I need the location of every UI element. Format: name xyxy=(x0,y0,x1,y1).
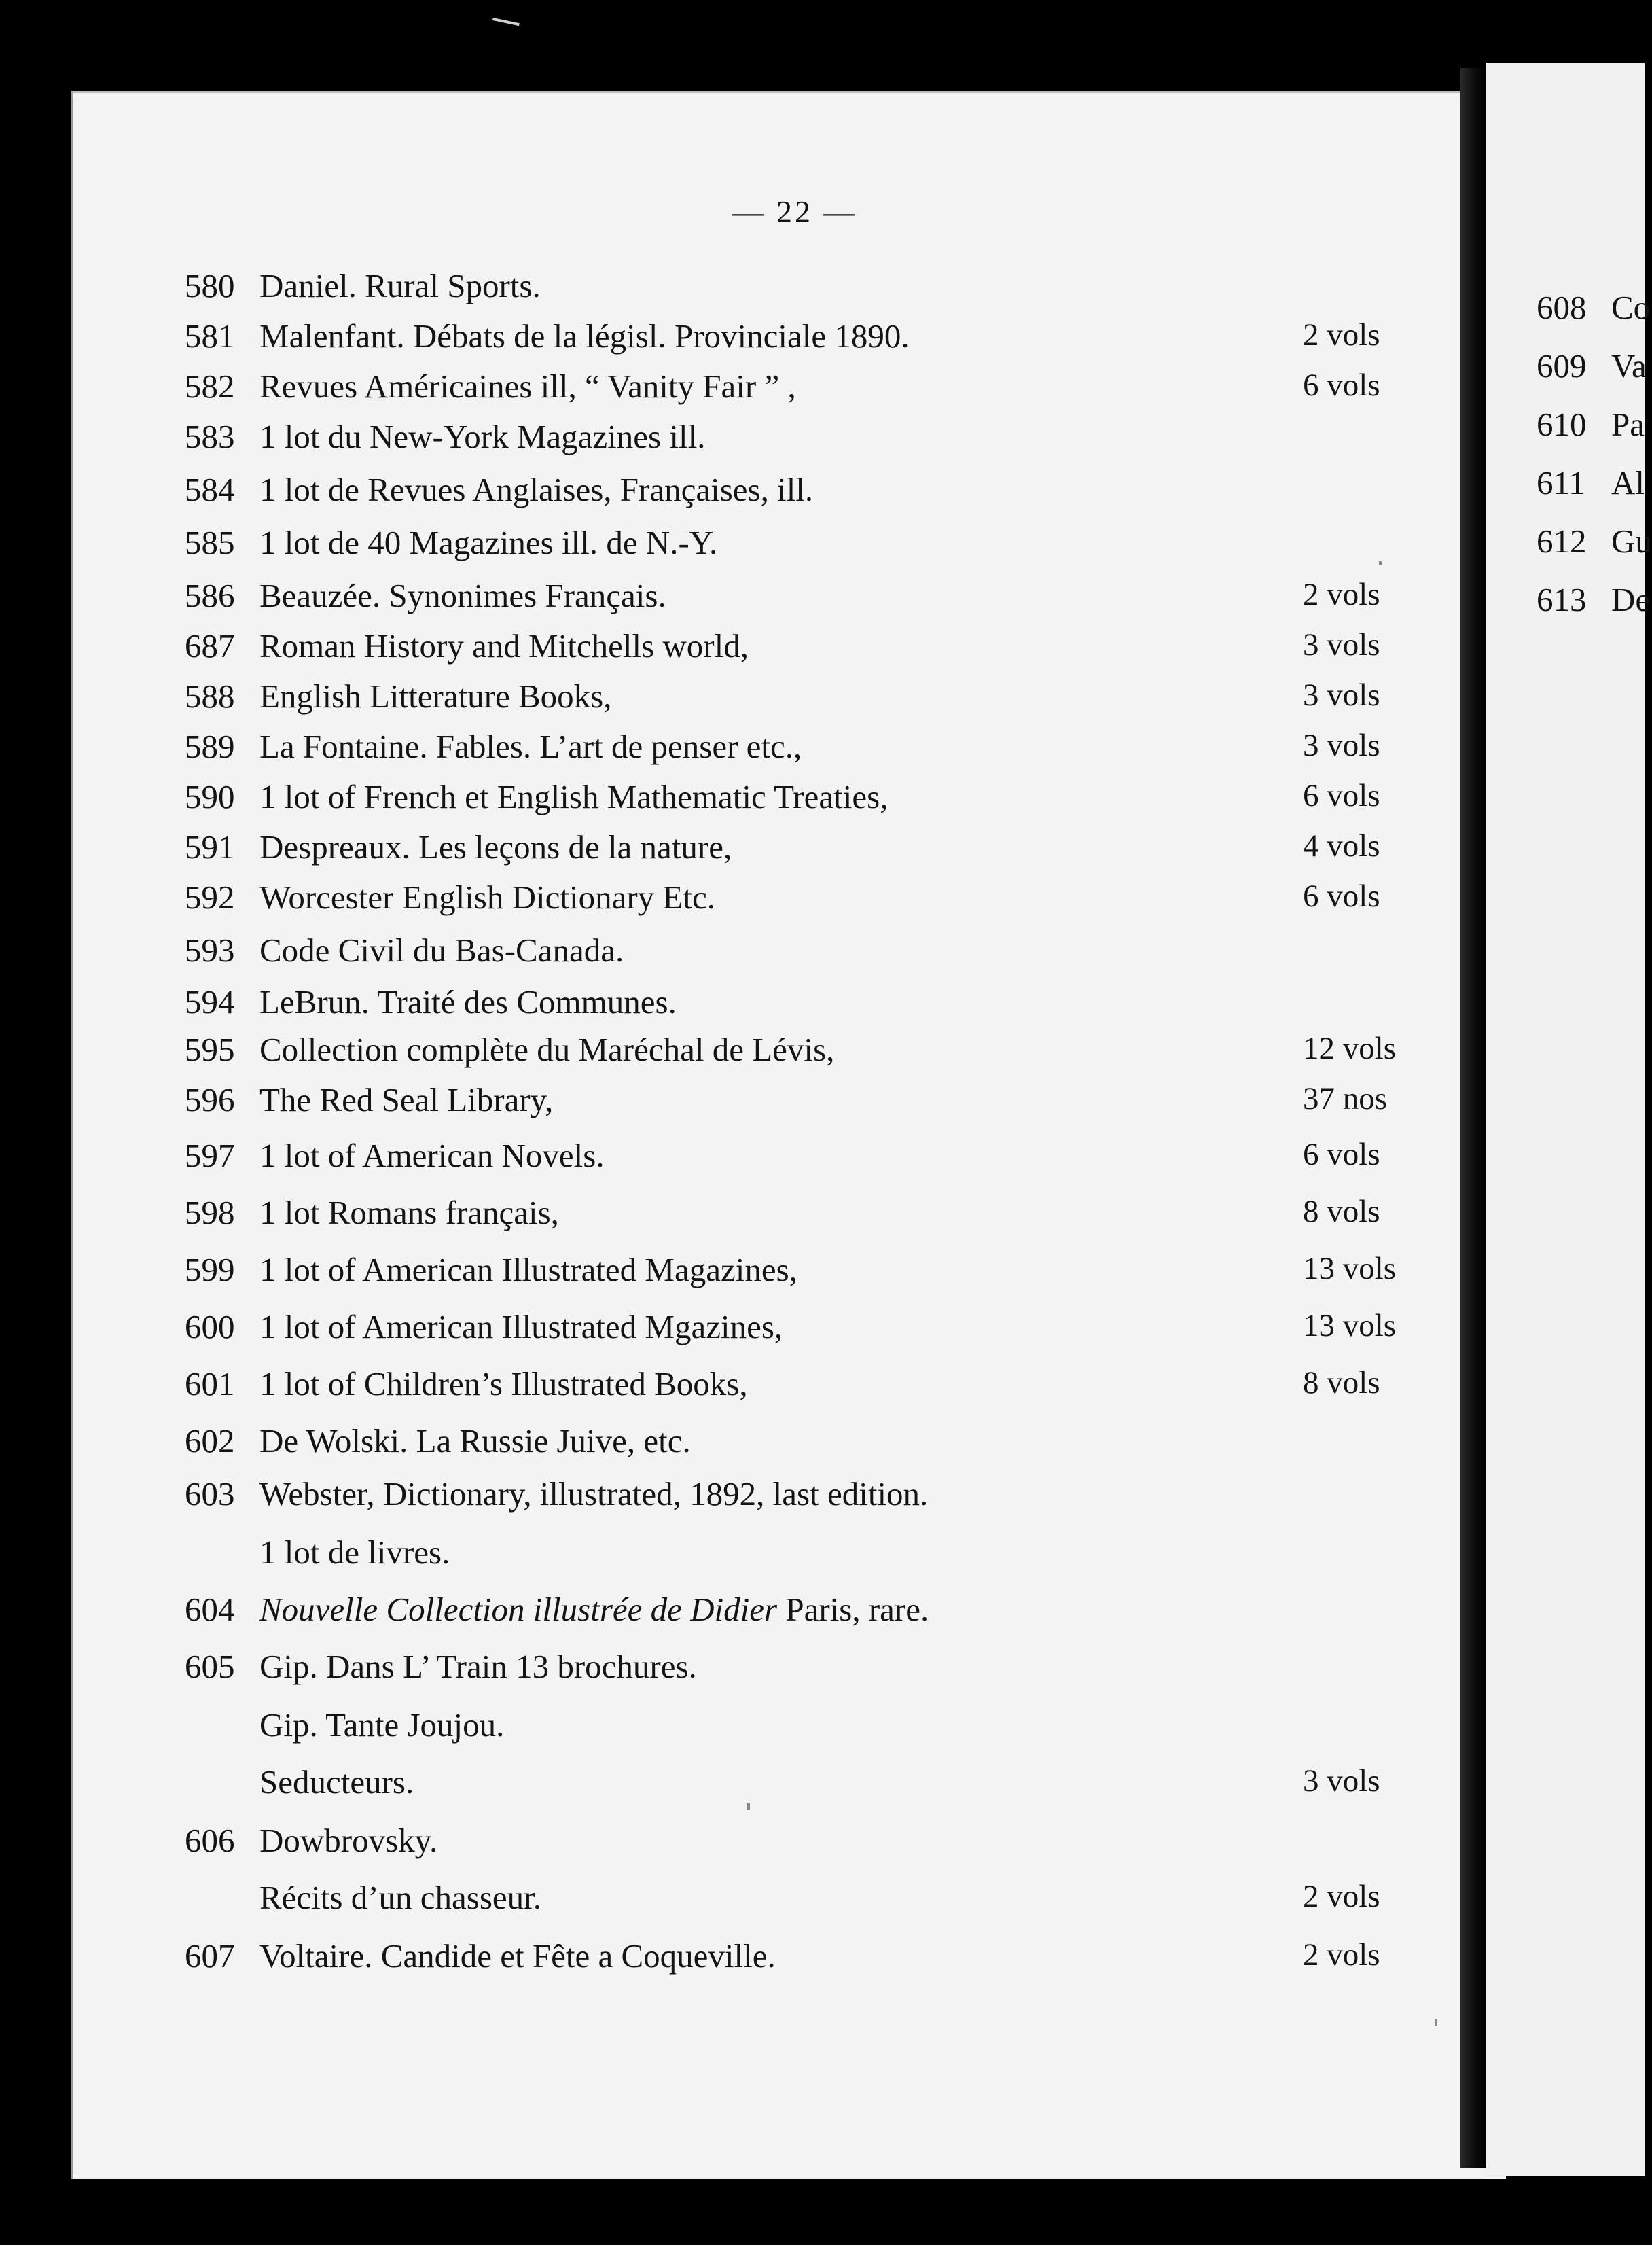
lot-quantity: 6 vols xyxy=(1303,1137,1380,1172)
lot-description: Beauzée. Synonimes Français. xyxy=(259,577,666,614)
list-item xyxy=(0,1590,1494,1638)
lot-number: 589 xyxy=(185,728,235,765)
lot-description: Pa xyxy=(1611,406,1645,443)
lot-description: Al xyxy=(1611,464,1645,501)
list-item xyxy=(0,878,1494,925)
lot-description: English Litterature Books, xyxy=(259,677,612,715)
lot-quantity: 3 vols xyxy=(1303,627,1380,662)
lot-number: 613 xyxy=(1537,581,1587,618)
lot-number: 598 xyxy=(185,1194,235,1231)
lot-description-rest: Paris, rare. xyxy=(777,1591,929,1628)
lot-number: 600 xyxy=(185,1308,235,1345)
lot-description: Despreaux. Les leçons de la nature, xyxy=(259,828,732,866)
lot-number: 609 xyxy=(1537,347,1587,385)
list-item xyxy=(0,522,1652,569)
list-item xyxy=(0,1080,1494,1128)
lot-description: Va xyxy=(1611,347,1647,385)
list-item xyxy=(0,677,1494,724)
lot-description: Webster, Dictionary, illustrated, 1892, last edition. xyxy=(259,1475,929,1513)
lot-number: 606 xyxy=(185,1822,235,1859)
lot-description: Dowbrovsky. xyxy=(259,1822,438,1859)
lot-description: Daniel. Rural Sports. xyxy=(259,267,541,304)
lot-quantity: 2 vols xyxy=(1303,1937,1380,1973)
lot-number: 585 xyxy=(185,524,235,561)
list-item xyxy=(0,727,1494,775)
lot-description: 1 lot of Children’s Illustrated Books, xyxy=(259,1365,748,1402)
lot-description: Récits d’un chasseur. xyxy=(259,1879,542,1916)
page-number: — 22 — xyxy=(732,194,858,229)
lot-number: 583 xyxy=(185,418,235,455)
list-item xyxy=(0,1193,1494,1241)
lot-description: The Red Seal Library, xyxy=(259,1081,554,1118)
lot-number: 591 xyxy=(185,828,235,866)
list-item xyxy=(0,347,1647,394)
lot-number: 611 xyxy=(1537,464,1585,501)
lot-description: 1 lot of American Illustrated Mgazines, xyxy=(259,1308,783,1345)
lot-quantity: 3 vols xyxy=(1303,728,1380,763)
list-item xyxy=(0,931,1494,978)
lot-number: 612 xyxy=(1537,523,1587,560)
lot-quantity: 12 vols xyxy=(1303,1031,1397,1066)
lot-number: 581 xyxy=(185,317,235,355)
lot-quantity: 13 vols xyxy=(1303,1251,1397,1286)
lot-number: 607 xyxy=(185,1937,235,1975)
list-item xyxy=(0,580,1651,628)
lot-description: Worcester English Dictionary Etc. xyxy=(259,879,715,916)
lot-description: 1 lot de 40 Magazines ill. de N.-Y. xyxy=(259,524,718,561)
lot-description xyxy=(259,1590,929,1629)
lot-quantity: 8 vols xyxy=(1303,1194,1380,1229)
lot-number: 610 xyxy=(1537,406,1587,443)
lot-number: 590 xyxy=(185,778,235,815)
lot-description: Gip. Dans L’ Train 13 brochures. xyxy=(259,1648,697,1685)
lot-quantity: 4 vols xyxy=(1303,828,1380,864)
lot-number: 580 xyxy=(185,267,235,304)
lot-description: Code Civil du Bas-Canada. xyxy=(259,932,624,969)
lot-description: La Fontaine. Fables. L’art de penser etc., xyxy=(259,728,802,765)
lot-description: LeBrun. Traité des Communes. xyxy=(259,983,677,1021)
lot-quantity: 37 nos xyxy=(1303,1081,1388,1116)
list-item xyxy=(0,1937,1494,1984)
lot-number: 595 xyxy=(185,1031,235,1068)
ink-speck xyxy=(747,1803,750,1810)
list-item xyxy=(0,777,1494,825)
lot-quantity: 2 vols xyxy=(1303,577,1380,612)
lot-description: De Wolski. La Russie Juive, etc. xyxy=(259,1422,691,1460)
lot-quantity: 2 vols xyxy=(1303,1879,1380,1914)
lot-description: 1 lot du New-York Magazines ill. xyxy=(259,418,706,455)
lot-number: 602 xyxy=(185,1422,235,1460)
lot-description: 1 lot de livres. xyxy=(259,1534,450,1571)
list-item xyxy=(0,1364,1494,1412)
lot-number: 593 xyxy=(185,932,235,969)
list-item xyxy=(0,828,1494,875)
lot-number: 601 xyxy=(185,1365,235,1402)
list-item xyxy=(0,1647,1494,1695)
lot-title-italic: Nouvelle Collection illustrée de Didier xyxy=(259,1591,778,1628)
ink-speck xyxy=(1435,2019,1437,2026)
list-item xyxy=(0,463,1645,511)
list-item xyxy=(0,405,1645,453)
lot-number: 603 xyxy=(185,1475,235,1513)
lot-description: Voltaire. Candide et Fête a Coqueville. xyxy=(259,1937,776,1975)
lot-description: Revues Américaines ill, “ Vanity Fair ” , xyxy=(259,368,796,405)
lot-number: 592 xyxy=(185,879,235,916)
lot-quantity: 2 vols xyxy=(1303,317,1380,353)
lot-number: 586 xyxy=(185,577,235,614)
lot-quantity: 13 vols xyxy=(1303,1308,1397,1343)
lot-number: 604 xyxy=(185,1591,235,1628)
lot-number: 597 xyxy=(185,1137,235,1174)
list-item xyxy=(0,1705,1494,1753)
lot-description: 1 lot of American Novels. xyxy=(259,1137,605,1174)
lot-description: 1 lot de Revues Anglaises, Françaises, ill. xyxy=(259,471,814,508)
lot-quantity: 6 vols xyxy=(1303,879,1380,914)
lot-number: 687 xyxy=(185,627,235,665)
lot-description: Seducteurs. xyxy=(259,1763,414,1801)
lot-description: 1 lot of French et English Mathematic Treaties, xyxy=(259,778,888,815)
lot-description: Collection complète du Maréchal de Lévis, xyxy=(259,1031,835,1068)
lot-quantity: 6 vols xyxy=(1303,778,1380,813)
list-item xyxy=(0,1250,1494,1298)
list-item xyxy=(0,1821,1494,1869)
lot-description: Gu xyxy=(1611,523,1652,560)
lot-quantity: 6 vols xyxy=(1303,368,1380,403)
lot-description: 1 lot Romans français, xyxy=(259,1194,559,1231)
list-item xyxy=(0,983,1494,1030)
lot-number: 596 xyxy=(185,1081,235,1118)
list-item xyxy=(0,626,1494,674)
lot-description: Malenfant. Débats de la législ. Provinciale 1890. xyxy=(259,317,910,355)
list-item xyxy=(0,1421,1494,1469)
lot-number: 594 xyxy=(185,983,235,1021)
list-item xyxy=(0,1030,1494,1078)
lot-quantity: 3 vols xyxy=(1303,677,1380,713)
lot-description: Roman History and Mitchells world, xyxy=(259,627,749,665)
list-item xyxy=(0,1878,1494,1926)
lot-description: Gip. Tante Joujou. xyxy=(259,1706,505,1744)
list-item xyxy=(0,288,1651,336)
lot-quantity: 3 vols xyxy=(1303,1763,1380,1799)
list-item xyxy=(0,1307,1494,1355)
lot-number: 584 xyxy=(185,471,235,508)
lot-number: 608 xyxy=(1537,289,1587,326)
lot-description: De xyxy=(1611,581,1651,618)
lot-quantity: 8 vols xyxy=(1303,1365,1380,1400)
ink-speck xyxy=(1379,561,1382,565)
list-item xyxy=(0,1136,1494,1184)
lot-number: 605 xyxy=(185,1648,235,1685)
lot-number: 599 xyxy=(185,1251,235,1288)
lot-description: 1 lot of American Illustrated Magazines, xyxy=(259,1251,797,1288)
list-item xyxy=(0,1474,1494,1522)
scan-artifact xyxy=(491,18,520,31)
lot-number: 588 xyxy=(185,677,235,715)
lot-description: Co xyxy=(1611,289,1651,326)
lot-number: 582 xyxy=(185,368,235,405)
list-item xyxy=(0,1533,1494,1580)
